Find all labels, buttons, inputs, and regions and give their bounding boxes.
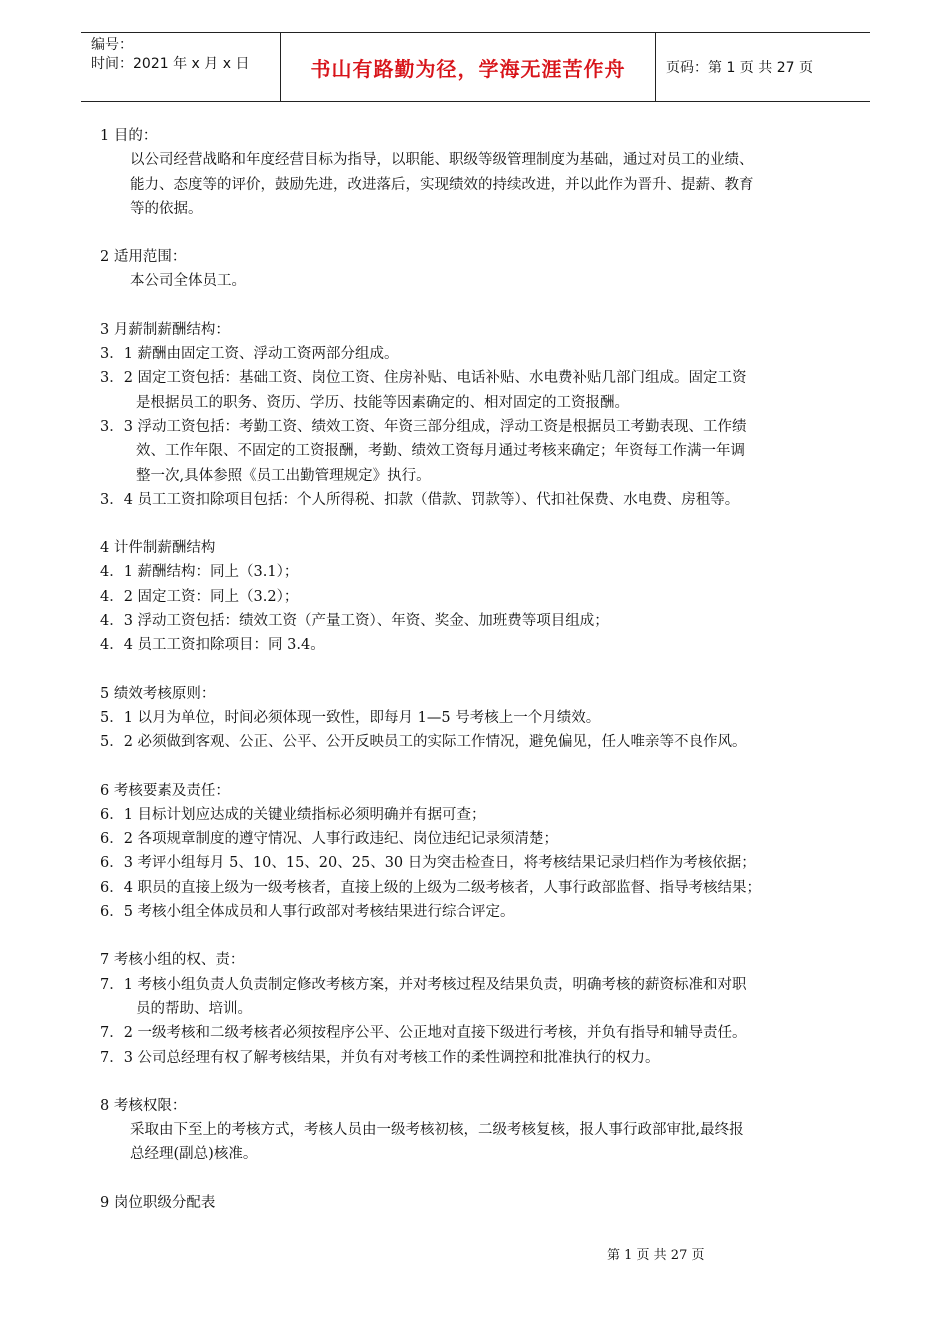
clause-4-3: 4．3 浮动工资包括：绩效工资（产量工资）、年资、奖金、加班费等项目组成；: [100, 613, 609, 630]
section-3-title: 3 月薪制薪酬结构：: [100, 321, 230, 338]
section-8-text: 总经理(副总)核准。: [130, 1146, 258, 1163]
section-1-text: 能力、态度等的评价，鼓励先进，改进落后，实现绩效的持续改进，并以此作为晋升、提薪、教育: [130, 176, 754, 193]
clause-7-3: 7．3 公司总经理有权了解考核结果，并负有对考核工作的柔性调控和批准执行的权力。: [100, 1049, 660, 1066]
clause-6-2: 6．2 各项规章制度的遵守情况、人事行政违纪、岗位违纪记录须清楚；: [100, 831, 559, 848]
section-8-title: 8 考核权限：: [100, 1097, 187, 1114]
section-8-text: 采取由下至上的考核方式，考核人员由一级考核初核，二级考核复核，报人事行政部审批,最终报: [130, 1122, 744, 1139]
section-7-title: 7 考核小组的权、责：: [100, 952, 245, 969]
clause-6-3: 6．3 考评小组每月 5、10、15、20、25、30 日为突击检查日，将考核结果记录归档作为考核依据；: [100, 855, 756, 872]
document-body: [100, 124, 860, 1215]
clause-3-3-cont: 效、工作年限、不固定的工资报酬，考勤、绩效工资每月通过考核来确定；年资每工作满一年调: [136, 443, 745, 460]
clause-3-3-cont: 整一次,具体参照《员工出勤管理规定》执行。: [136, 467, 431, 484]
section-1-text: 等的依据。: [130, 200, 203, 217]
clause-3-2: 3．2 固定工资包括：基础工资、岗位工资、住房补贴、电话补贴、水电费补贴几部门组成。固定工资: [100, 370, 747, 387]
clause-4-1: 4．1 薪酬结构：同上（3.1）；: [100, 564, 299, 581]
clause-7-1-cont: 员的帮助、培训。: [136, 1000, 252, 1017]
clause-6-1: 6．1 目标计划应达成的关键业绩指标必须明确并有据可查；: [100, 806, 486, 823]
section-4-title: 4 计件制薪酬结构: [100, 540, 216, 557]
section-5-title: 5 绩效考核原则：: [100, 685, 216, 702]
clause-5-2: 5．2 必须做到客观、公正、公平、公开反映员工的实际工作情况，避免偏见，任人唯亲等不良作风。: [100, 734, 747, 751]
section-2-text: 本公司全体员工。: [130, 273, 246, 290]
clause-4-4: 4．4 员工工资扣除项目：同 3.4。: [100, 637, 325, 654]
clause-3-3: 3．3 浮动工资包括：考勤工资、绩效工资、年资三部分组成，浮动工资是根据员工考勤表现、工作绩: [100, 418, 747, 435]
section-1-text: 以公司经营战略和年度经营目标为指导，以职能、职级等级管理制度为基础，通过对员工的业绩、: [130, 152, 754, 169]
clause-3-1: 3．1 薪酬由固定工资、浮动工资两部分组成。: [100, 346, 399, 363]
page-footer: 第 1 页 共 27 页: [607, 1248, 705, 1263]
document-header: [81, 32, 870, 102]
section-1-title: 1 目的：: [100, 128, 158, 144]
doc-date-label: 时间：2021 年 x 月 x 日: [91, 56, 250, 72]
clause-4-2: 4．2 固定工资：同上（3.2）；: [100, 588, 299, 605]
section-2-title: 2 适用范围：: [100, 249, 187, 266]
header-motto: 书山有路勤为径，学海无涯苦作舟: [281, 33, 656, 101]
header-page-info: 页码：第 1 页 共 27 页: [666, 60, 813, 76]
header-meta: [81, 33, 281, 101]
clause-3-4: 3．4 员工工资扣除项目包括：个人所得税、扣款（借款、罚款等）、代扣社保费、水电费、房租等。: [100, 491, 740, 508]
clause-6-5: 6．5 考核小组全体成员和人事行政部对考核结果进行综合评定。: [100, 904, 515, 921]
doc-number-label: 编号：: [91, 37, 133, 53]
section-9-title: 9 岗位职级分配表: [100, 1194, 216, 1211]
clause-5-1: 5．1 以月为单位，时间必须体现一致性，即每月 1—5 号考核上一个月绩效。: [100, 709, 601, 726]
section-6-title: 6 考核要素及责任：: [100, 782, 230, 799]
clause-3-2-cont: 是根据员工的职务、资历、学历、技能等因素确定的、相对固定的工资报酬。: [136, 394, 629, 411]
clause-7-1: 7．1 考核小组负责人负责制定修改考核方案，并对考核过程及结果负责，明确考核的薪资标准和对职: [100, 976, 747, 993]
clause-6-4: 6．4 职员的直接上级为一级考核者，直接上级的上级为二级考核者，人事行政部监督、指导考核结果；: [100, 879, 762, 896]
clause-7-2: 7．2 一级考核和二级考核者必须按程序公平、公正地对直接下级进行考核，并负有指导和辅导责任。: [100, 1025, 747, 1042]
